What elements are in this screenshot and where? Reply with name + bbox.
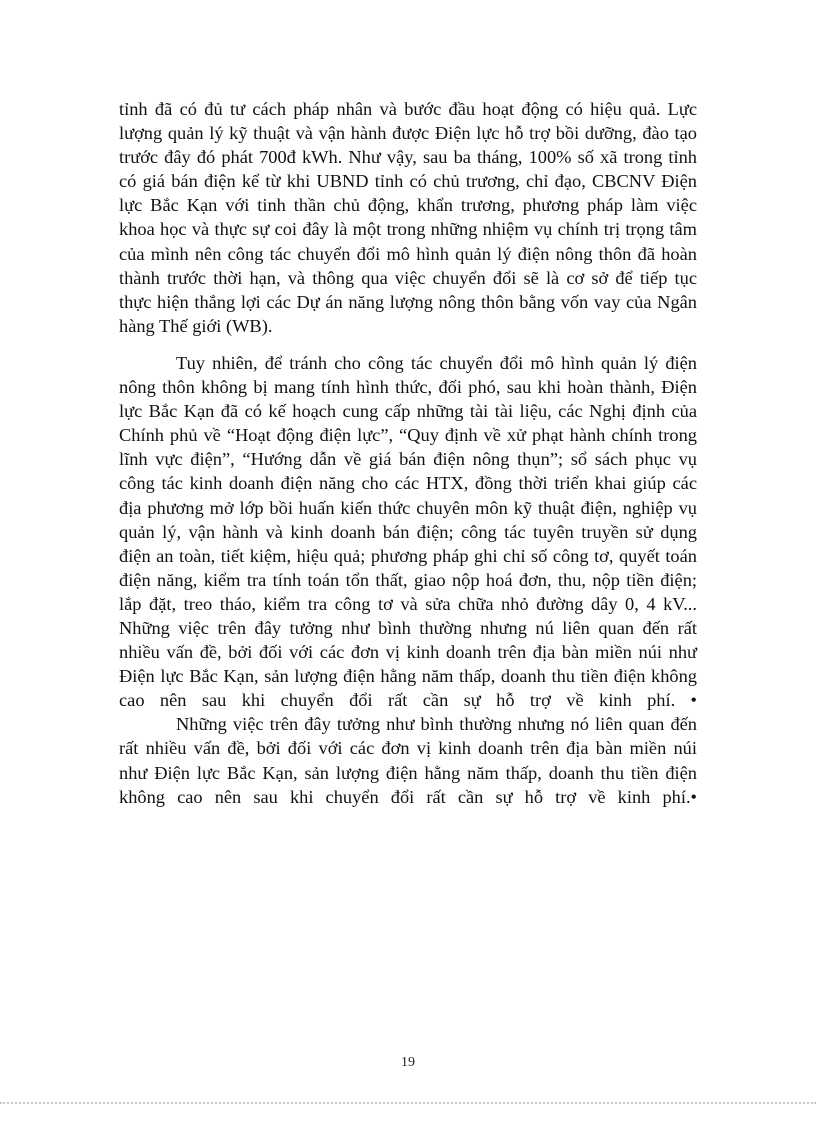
footer-divider xyxy=(0,1102,816,1104)
paragraph-3 xyxy=(119,712,697,808)
text-line: lượng quản lý kỹ thuật và vận hành được Điện lực hỗ trợ bồi dưỡng, đào tạo xyxy=(119,123,697,144)
text-line: Điện lực Bắc Kạn, sản lượng điện hằng năm thấp, doanh thu tiền điện không xyxy=(119,666,697,687)
text-line: nhiều vấn đề, bởi đối với các đơn vị kinh doanh trên địa bàn miền núi như xyxy=(119,642,697,663)
text-line: công tác kinh doanh điện năng cho các HTX, đồng thời triển khai giúp các xyxy=(119,473,697,494)
text-line: cao nên sau khi chuyển đổi rất cần sự hỗ trợ về kinh phí. • xyxy=(119,690,697,711)
paragraph-spacer xyxy=(119,338,697,351)
text-line: có giá bán điện kể từ khi UBND tỉnh có chủ trương, chỉ đạo, CBCNV Điện xyxy=(119,171,697,192)
text-line: lực Bắc Kạn đã có kế hoạch cung cấp những tài tài liệu, các Nghị định của xyxy=(119,401,697,422)
paragraph-1 xyxy=(119,97,697,338)
text-line: địa phương mở lớp bồi huấn kiến thức chuyên môn kỹ thuật điện, nghiệp vụ xyxy=(119,497,697,518)
text-line: lĩnh vực điện”, “Hướng dẫn về giá bán điện nông thụn”; sổ sách phục vụ xyxy=(119,449,697,470)
text-line: thành trước thời hạn, và thông qua việc chuyển đổi sẽ là cơ sở để tiếp tục xyxy=(119,267,697,288)
document-body xyxy=(119,97,697,809)
text-line: khoa học và thực sự coi đây là một trong những nhiệm vụ chính trị trọng tâm xyxy=(119,219,697,240)
paragraph-2 xyxy=(119,351,697,712)
text-line: của mình nên công tác chuyển đổi mô hình quản lý điện nông thôn đã hoàn xyxy=(119,243,697,264)
text-line: tỉnh đã có đủ tư cách pháp nhân và bước đầu hoạt động có hiệu quả. Lực xyxy=(119,99,697,119)
text-line: thực hiện thắng lợi các Dự án năng lượng nông thôn bằng vốn vay của Ngân xyxy=(119,291,697,312)
text-line: rất nhiều vấn đề, bởi đối với các đơn vị kinh doanh trên địa bàn miền núi xyxy=(119,738,697,759)
text-line: điện an toàn, tiết kiệm, hiệu quả; phương pháp ghi chỉ số công tơ, quyết toán xyxy=(119,545,697,566)
text-line: điện năng, kiểm tra tính toán tổn thất, giao nộp hoá đơn, thu, nộp tiền điện; xyxy=(119,569,697,590)
text-line: trước đây đó phát 700đ kWh. Như vậy, sau ba tháng, 100% số xã trong tỉnh xyxy=(119,147,697,168)
text-line: Những việc trên đây tưởng như bình thường nhưng nó liên quan đến xyxy=(176,714,697,735)
text-line: Tuy nhiên, để tránh cho công tác chuyển đổi mô hình quản lý điện xyxy=(176,352,697,373)
text-line: như Điện lực Bắc Kạn, sản lượng điện hằng năm thấp, doanh thu tiền điện xyxy=(119,762,697,783)
page-number: 19 xyxy=(401,1055,415,1070)
text-line: lắp đặt, treo tháo, kiểm tra công tơ và sửa chữa nhỏ đường dây 0, 4 kV... xyxy=(119,593,697,614)
text-line: hàng Thế giới (WB). xyxy=(119,315,273,336)
text-line: Chính phủ về “Hoạt động điện lực”, “Quy định về xử phạt hành chính trong xyxy=(119,425,697,446)
text-line: Những việc trên đây tưởng như bình thường nhưng nú liên quan đến rất xyxy=(119,617,697,638)
text-line: không cao nên sau khi chuyển đổi rất cần sự hỗ trợ về kinh phí.• xyxy=(119,786,697,807)
text-line: lực Bắc Kạn với tinh thần chủ động, khẩn trương, phương pháp làm việc xyxy=(119,195,697,216)
text-line: quản lý, vận hành và kinh doanh bán điện; công tác tuyên truyền sử dụng xyxy=(119,521,697,542)
text-line: nông thôn không bị mang tính hình thức, đối phó, sau khi hoàn thành, Điện xyxy=(119,377,697,398)
